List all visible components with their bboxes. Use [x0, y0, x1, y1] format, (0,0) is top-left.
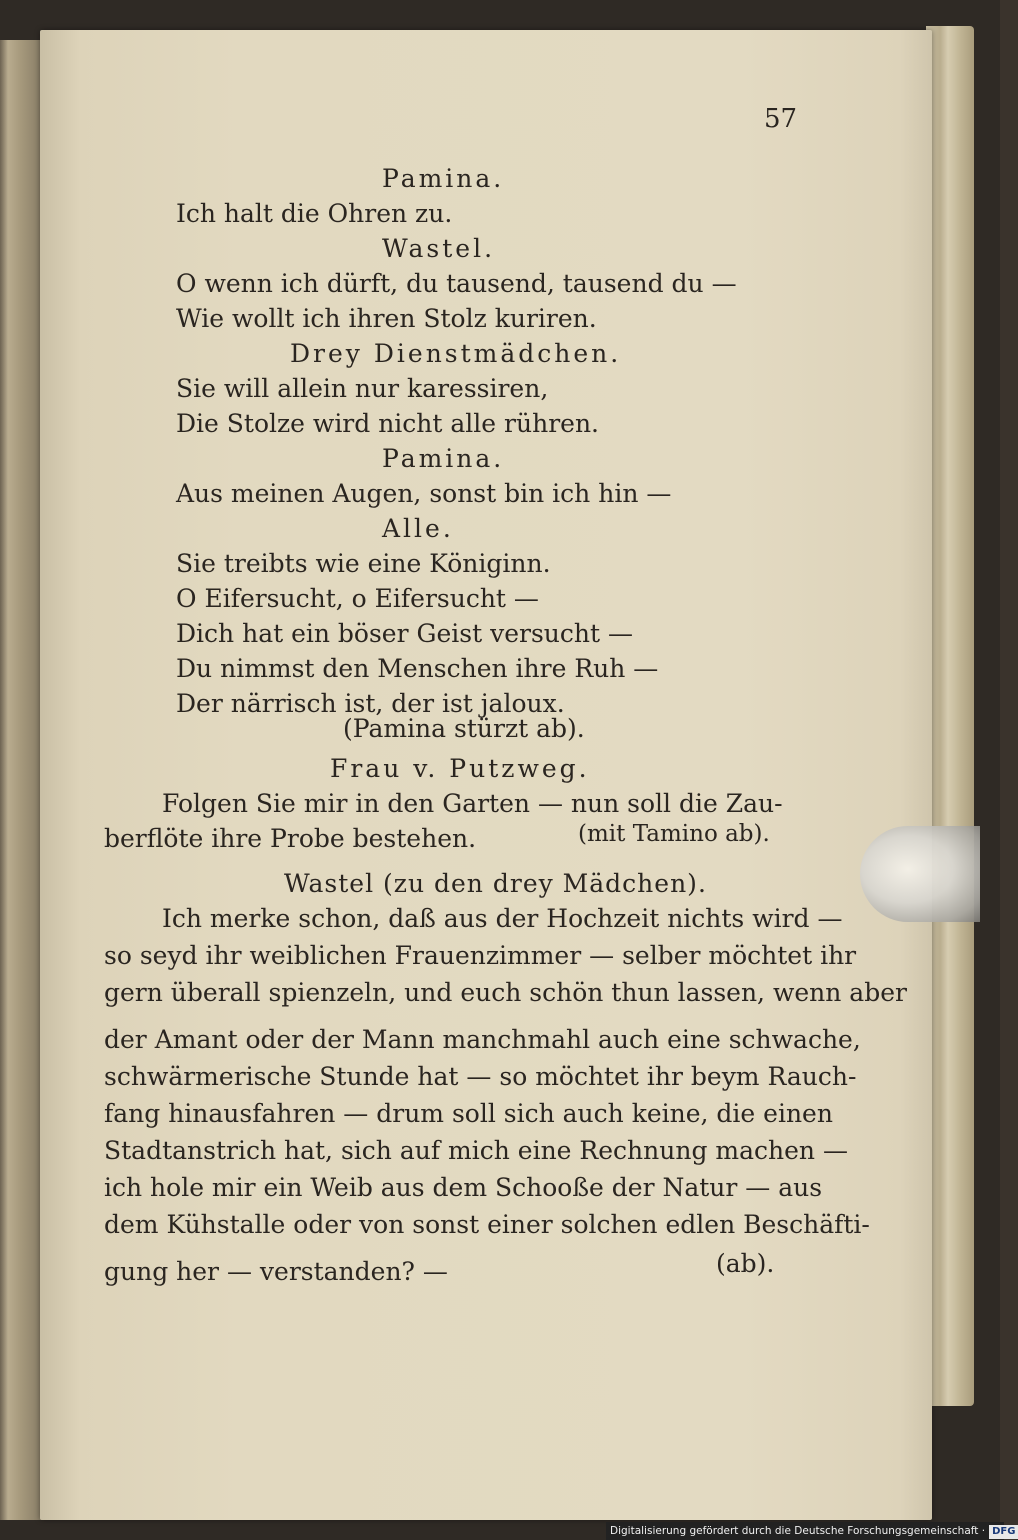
prose-line: ich hole mir ein Weib aus dem Schooße der Natur — aus	[104, 1173, 823, 1202]
verse-line: Ich halt die Ohren zu.	[176, 199, 453, 228]
prose-line: Ich merke schon, daß aus der Hochzeit nichts wird —	[162, 904, 843, 933]
speaker-frau-putzweg: Frau v. Putzweg.	[330, 754, 590, 783]
verse-line: Aus meinen Augen, sonst bin ich hin —	[176, 479, 672, 508]
prose-line: Stadtanstrich hat, sich auf mich eine Rechnung machen —	[104, 1136, 848, 1165]
prose-line: berflöte ihre Probe bestehen.	[104, 824, 477, 853]
verse-line: Wie wollt ich ihren Stolz kuriren.	[176, 304, 597, 333]
verse-line: Der närrisch ist, der ist jaloux.	[176, 689, 565, 718]
speaker-wastel: Wastel (zu den drey Mädchen).	[284, 869, 707, 898]
prose-line: Folgen Sie mir in den Garten — nun soll die Zau-	[162, 789, 783, 818]
verse-line: Sie treibts wie eine Königinn.	[176, 549, 551, 578]
prose-line: der Amant oder der Mann manchmahl auch eine schwache,	[104, 1025, 861, 1054]
footer-text: Digitalisierung gefördert durch die Deutsche Forschungsgemeinschaft ·	[610, 1525, 986, 1537]
verse-line: Du nimmst den Menschen ihre Ruh —	[176, 654, 659, 683]
stage-direction: (Pamina stürzt ab).	[343, 714, 585, 743]
page-number: 57	[764, 104, 798, 134]
digitization-footer	[606, 1522, 1016, 1540]
speaker-wastel: Wastel.	[382, 234, 496, 263]
stage-direction: (mit Tamino ab).	[578, 821, 770, 847]
speaker-pamina: Pamina.	[382, 444, 505, 473]
verse-line: Die Stolze wird nicht alle rühren.	[176, 409, 599, 438]
verse-line: Dich hat ein böser Geist versucht —	[176, 619, 633, 648]
prose-line: schwärmerische Stunde hat — so möchtet ihr beym Rauch-	[104, 1062, 857, 1091]
verse-line: O wenn ich dürft, du tausend, tausend du —	[176, 269, 737, 298]
prose-line: gung her — verstanden? —	[104, 1257, 448, 1286]
prose-line: gern überall spienzeln, und euch schön thun lassen, wenn aber	[104, 978, 907, 1007]
dfg-logo: DFG	[989, 1525, 1018, 1539]
speaker-drey-dienstmaedchen: Drey Dienstmädchen.	[290, 339, 622, 368]
prose-line: dem Kühstalle oder von sonst einer solchen edlen Beschäfti-	[104, 1210, 870, 1239]
verse-line: O Eifersucht, o Eifersucht —	[176, 584, 539, 613]
speaker-pamina: Pamina.	[382, 164, 505, 193]
stage-direction: (ab).	[716, 1249, 775, 1278]
verse-line: Sie will allein nur karessiren,	[176, 374, 549, 403]
prose-line: fang hinausfahren — drum soll sich auch keine, die einen	[104, 1099, 833, 1128]
prose-line: so seyd ihr weiblichen Frauenzimmer — selber möchtet ihr	[104, 941, 857, 970]
speaker-alle: Alle.	[382, 514, 454, 543]
